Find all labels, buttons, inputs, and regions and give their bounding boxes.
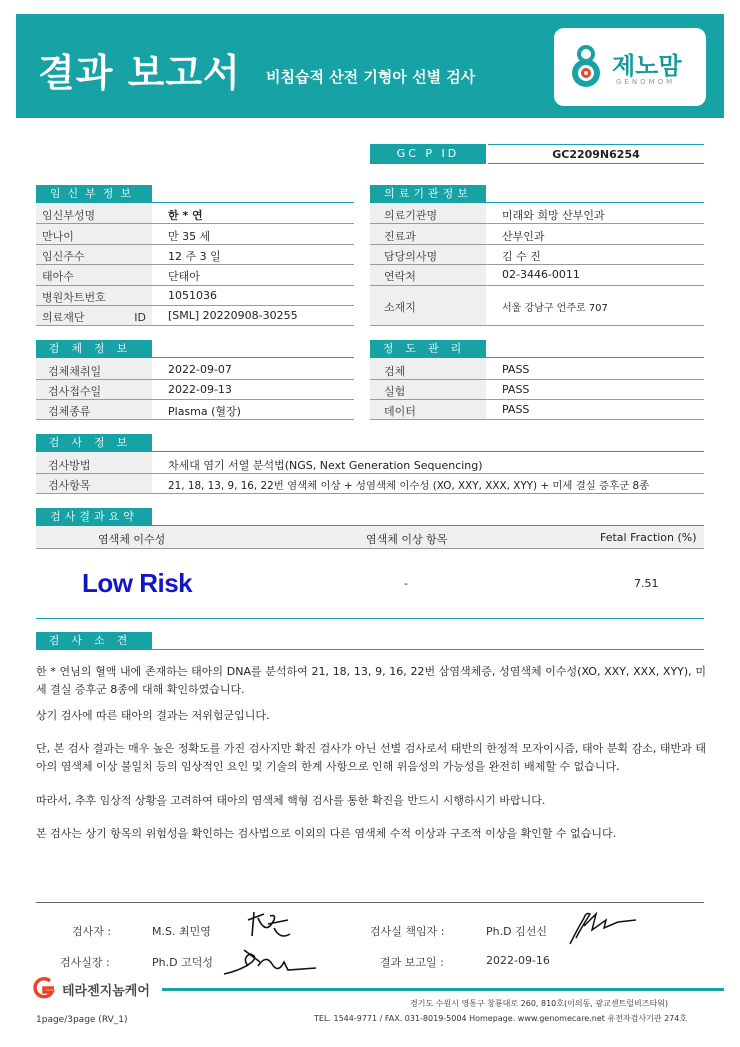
hospital-name-value: 미래와 희망 산부인과 <box>502 209 605 222</box>
fetus-count-value: 단태아 <box>168 270 200 283</box>
abnormal-items-value: - <box>404 577 408 590</box>
foundation-id-value: [SML] 20220908-30255 <box>168 309 298 322</box>
row-divider <box>370 419 704 420</box>
chart-number-label: 병원차트번호 <box>42 291 106 304</box>
doctor-label: 담당의사명 <box>384 250 438 263</box>
location-label: 소재지 <box>384 301 416 314</box>
page-number: 1page/3page (RV_1) <box>36 1015 128 1025</box>
row-divider <box>36 473 704 474</box>
section-qc: 정도관리 <box>370 340 486 357</box>
row-divider <box>370 264 704 265</box>
section-hospital-info: 의료기관정보 <box>370 185 486 202</box>
receipt-date-value: 2022-09-13 <box>168 383 232 396</box>
genomom-logo-icon <box>566 44 606 90</box>
result-low-risk: Low Risk <box>82 568 193 598</box>
gc-pid-value: GC2209N6254 <box>488 144 704 164</box>
contact-value: 02-3446-0011 <box>502 268 580 281</box>
lab-head-label: 검사실 책임자 : <box>370 925 445 938</box>
row-divider <box>36 264 354 265</box>
row-divider <box>36 244 354 245</box>
row-divider <box>36 548 704 549</box>
report-date-label: 결과 보고일 : <box>380 956 444 969</box>
footer-contact: TEL. 1544-9771 / FAX. 031-8019-5004 Homepage. www.genomecare.net 유전자검사기관 274호 <box>314 1014 688 1023</box>
qc-specimen-label: 검체 <box>384 365 406 378</box>
footer-address: 경기도 수원시 영통구 창룡대로 260, 810호(이의동, 광교센트럴비즈타워) <box>410 999 669 1008</box>
row-divider <box>370 399 704 400</box>
section-findings: 검사소견 <box>36 632 152 649</box>
section-specimen-info: 검체정보 <box>36 340 152 357</box>
director-name: Ph.D 고덕성 <box>152 956 213 969</box>
test-items-value: 21, 18, 13, 9, 16, 22번 염색체 이상 + 성염색체 이수성 (XO, XXY, XXX, XYY) + 미세 결실 증후군 8종 <box>168 480 650 492</box>
test-method-value: 차세대 염기 서열 분석법(NGS, Next Generation Sequencing) <box>168 459 483 472</box>
col-aneuploidy: 염색체 이수성 <box>98 533 166 546</box>
logo-text: 제노맘 <box>612 52 682 80</box>
row-divider <box>370 379 704 380</box>
qc-data-label: 데이터 <box>384 405 416 418</box>
section-pregnant-info: 임신부정보 <box>36 185 152 202</box>
chart-number-value: 1051036 <box>168 289 217 302</box>
lab-head-signature <box>566 908 640 948</box>
director-signature <box>222 940 318 980</box>
row-divider <box>36 493 704 494</box>
department-label: 진료과 <box>384 230 416 243</box>
finding-paragraph-1: 한 * 연님의 혈액 내에 존재하는 태아의 DNA를 분석하여 21, 18, 13, 9, 16, 22번 삼염색체증, 성염색체 이수성(XO, XXY, XXX, XYY), 미세 결실 증후군 8종에 대해 확인하였습니다. <box>36 665 706 696</box>
logo-subtext: GENOMOM <box>616 78 676 86</box>
col-fetal-fraction: Fetal Fraction (%) <box>600 531 697 544</box>
section-summary: 검사결과요약 <box>36 508 152 525</box>
row-divider <box>36 419 354 420</box>
gestation-value: 12 주 3 일 <box>168 250 221 263</box>
qc-specimen-value: PASS <box>502 363 530 376</box>
row-divider <box>36 379 354 380</box>
test-method-label: 검사방법 <box>48 459 91 472</box>
report-subtitle: 비침습적 산전 기형아 선별 검사 <box>266 68 476 86</box>
test-items-label: 검사항목 <box>48 479 91 492</box>
col-abnormal-items: 염색체 이상 항목 <box>366 533 448 546</box>
collection-date-value: 2022-09-07 <box>168 363 232 376</box>
company-name: 테라젠지놈케어 <box>62 984 150 999</box>
qc-experiment-value: PASS <box>502 383 530 396</box>
divider <box>36 649 704 650</box>
contact-label: 연락처 <box>384 270 416 283</box>
pregnant-name-value: 한 * 연 <box>168 209 203 222</box>
receipt-date-label: 검사접수일 <box>48 385 102 398</box>
divider <box>36 618 704 619</box>
row-divider <box>370 223 704 224</box>
row-divider <box>370 325 704 326</box>
section-test-info: 검사정보 <box>36 434 152 451</box>
collection-date-label: 검체채취일 <box>48 365 102 378</box>
foundation-id-label: 의료재단 ID <box>42 311 146 324</box>
finding-paragraph-4: 따라서, 추후 임상적 상황을 고려하여 태아의 염색체 핵형 검사를 통한 확진을 반드시 시행하시기 바랍니다. <box>36 794 546 807</box>
pregnant-name-label: 임신부성명 <box>42 209 96 222</box>
specimen-type-value: Plasma (혈장) <box>168 405 241 418</box>
qc-experiment-label: 실험 <box>384 385 406 398</box>
location-value: 서울 강남구 언주로 707 <box>502 303 608 314</box>
row-divider <box>36 223 354 224</box>
divider <box>36 902 704 903</box>
report-title: 결과 보고서 <box>38 51 241 95</box>
genomom-logo <box>554 28 706 106</box>
finding-paragraph-3: 단, 본 검사 결과는 매우 높은 정확도를 가진 검사지만 확진 검사가 아닌 선별 검사로서 태반의 한정적 모자이시즘, 태아 분획 감소, 태반과 태아의 염색체 이상 불일치 등의 임상적인 요인 및 기술의 한계 사항으로 인해 위음성의 가능성을 완전히 배제할 수 없습니다. <box>36 742 706 773</box>
fetus-count-label: 태아수 <box>42 270 74 283</box>
row-divider <box>36 285 354 286</box>
department-value: 산부인과 <box>502 230 545 243</box>
footer-bar <box>162 988 724 991</box>
tester-label: 검사자 : <box>72 925 112 938</box>
doctor-value: 김 수 진 <box>502 250 541 263</box>
report-header <box>16 14 724 118</box>
row-divider <box>370 285 704 286</box>
finding-paragraph-5: 본 검사는 상기 항목의 위험성을 확인하는 검사법으로 이외의 다른 염색체 수적 이상과 구조적 이상을 확인할 수 없습니다. <box>36 827 617 840</box>
gc-pid-label: GC P ID <box>370 144 486 164</box>
hospital-name-label: 의료기관명 <box>384 209 438 222</box>
gestation-label: 임신주수 <box>42 250 85 263</box>
row-divider <box>36 399 354 400</box>
tester-name: M.S. 최민영 <box>152 925 211 938</box>
specimen-type-label: 검체종류 <box>48 405 91 418</box>
age-label: 만나이 <box>42 230 74 243</box>
fetal-fraction-value: 7.51 <box>634 577 659 590</box>
lab-head-name: Ph.D 김선신 <box>486 925 547 938</box>
row-divider <box>370 244 704 245</box>
row-divider <box>36 305 354 306</box>
report-date-value: 2022-09-16 <box>486 954 550 967</box>
row-divider <box>36 325 354 326</box>
theragen-logo-icon <box>32 977 60 999</box>
age-value: 만 35 세 <box>168 230 211 243</box>
qc-data-value: PASS <box>502 403 530 416</box>
director-label: 검사실장 : <box>60 956 110 969</box>
finding-paragraph-2: 상기 검사에 따른 태아의 결과는 저위험군입니다. <box>36 709 270 722</box>
